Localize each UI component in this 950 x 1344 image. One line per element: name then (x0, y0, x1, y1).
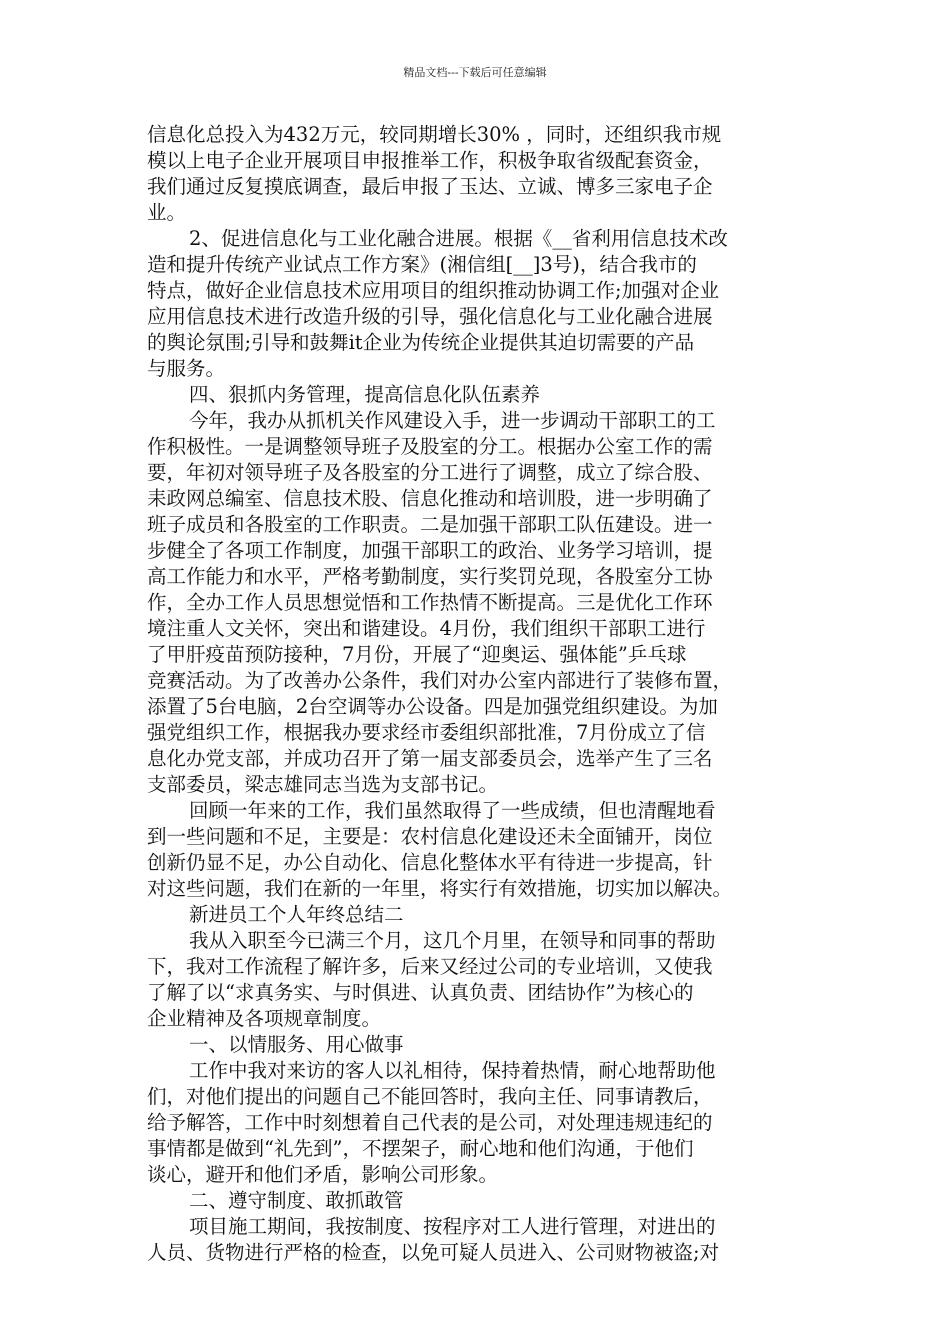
text-line: 新进员工个人年终总结二 (189, 903, 404, 926)
text-line: 支部委员，梁志雄同志当选为支部书记。 (147, 773, 499, 796)
text-line: 耒政网总编室、信息技术股、信息化推动和培训股，进一步明确了 (147, 487, 713, 510)
text-line: 事情都是做到“礼先到”，不摆架子，耐心地和他们沟通，于他们 (147, 1137, 694, 1160)
text-line: 了解了以“求真务实、与时俱进、认真负责、团结协作”为核心的 (147, 981, 694, 1004)
text-line: 一、以情服务、用心做事 (189, 1033, 404, 1056)
text-line: 与服务。 (147, 357, 226, 380)
text-line: 添置了5台电脑，2台空调等办公设备。四是加强党组织建设。为加 (147, 695, 718, 718)
text-line: 造和提升传统产业试点工作方案》(湘信组[__]3号)，结合我市的 (147, 253, 697, 276)
text-line: 境注重人文关怀，突出和谐建设。4月份，我们组织干部职工进行 (147, 617, 706, 640)
text-line: 应用信息技术进行改造升级的引导，强化信息化与工业化融合进展 (147, 305, 713, 328)
text-line: 我们通过反复摸底调查，最后申报了玉达、立诚、博多三家电子企 (147, 175, 713, 198)
text-line: 特点，做好企业信息技术应用项目的组织推动协调工作;加强对企业 (147, 279, 720, 302)
text-line: 工作中我对来访的客人以礼相待，保持着热情，耐心地帮助他 (189, 1059, 716, 1082)
text-line: 竞赛活动。为了改善办公条件，我们对办公室内部进行了装修布置， (147, 669, 733, 692)
text-line: 回顾一年来的工作，我们虽然取得了一些成绩，但也清醒地看 (189, 799, 716, 822)
text-line: 到一些问题和不足，主要是：农村信息化建设还未全面铺开，岗位 (147, 825, 713, 848)
text-line: 谈心，避开和他们矛盾，影响公司形象。 (147, 1163, 499, 1186)
text-line: 息化办党支部，并成功召开了第一届支部委员会，选举产生了三名 (147, 747, 713, 770)
text-line: 创新仍显不足，办公自动化、信息化整体水平有待进一步提高，针 (147, 851, 713, 874)
text-line: 信息化总投入为432万元，较同期增长30% ，同时，还组织我市规 (147, 123, 722, 146)
text-line: 模以上电子企业开展项目申报推举工作，积极争取省级配套资金， (147, 149, 713, 172)
text-line: 今年，我办从抓机关作风建设入手，进一步调动干部职工的工 (189, 409, 716, 432)
text-line: 业。 (147, 201, 187, 224)
text-line: 四、狠抓内务管理，提高信息化队伍素养 (189, 383, 541, 406)
text-line: 作，全办工作人员思想觉悟和工作热情不断提高。三是优化工作环 (147, 591, 713, 614)
text-line: 项目施工期间，我按制度、按程序对工人进行管理，对进出的 (189, 1215, 716, 1238)
text-line: 班子成员和各股室的工作职责。二是加强干部职工队伍建设。进一 (147, 513, 713, 536)
text-line: 了甲肝疫苗预防接种，7月份，开展了“迎奥运、强体能”乒乓球 (147, 643, 687, 666)
text-line: 2、促进信息化与工业化融合进展。根据《__省利用信息技术改 (189, 227, 728, 250)
text-line: 我从入职至今已满三个月，这几个月里，在领导和同事的帮助 (189, 929, 716, 952)
text-line: 们，对他们提出的问题自己不能回答时，我向主任、同事请教后， (147, 1085, 713, 1108)
text-line: 要，年初对领导班子及各股室的分工进行了调整，成立了综合股、 (147, 461, 713, 484)
text-line: 人员、货物进行严格的检查，以免可疑人员进入、公司财物被盗;对 (147, 1241, 720, 1264)
text-line: 作积极性。一是调整领导班子及股室的分工。根据办公室工作的需 (147, 435, 713, 458)
text-line: 步健全了各项工作制度，加强干部职工的政治、业务学习培训，提 (147, 539, 713, 562)
text-line: 企业精神及各项规章制度。 (147, 1007, 382, 1030)
text-line: 对这些问题，我们在新的一年里，将实行有效措施，切实加以解决。 (147, 877, 733, 900)
page-header: 精品文档---下载后可任意编辑 (403, 66, 547, 79)
text-line: 强党组织工作，根据我办要求经市委组织部批准，7月份成立了信 (147, 721, 706, 744)
text-line: 下，我对工作流程了解许多，后来又经过公司的专业培训，又使我 (147, 955, 713, 978)
text-line: 高工作能力和水平，严格考勤制度，实行奖罚兑现，各股室分工协 (147, 565, 713, 588)
text-line: 二、遵守制度、敢抓敢管 (189, 1189, 404, 1212)
text-line: 的舆论氛围;引导和鼓舞it企业为传统企业提供其迫切需要的产品 (147, 331, 695, 354)
document-body (147, 122, 811, 1266)
text-line: 给予解答，工作中时刻想着自己代表的是公司，对处理违规违纪的 (147, 1111, 713, 1134)
